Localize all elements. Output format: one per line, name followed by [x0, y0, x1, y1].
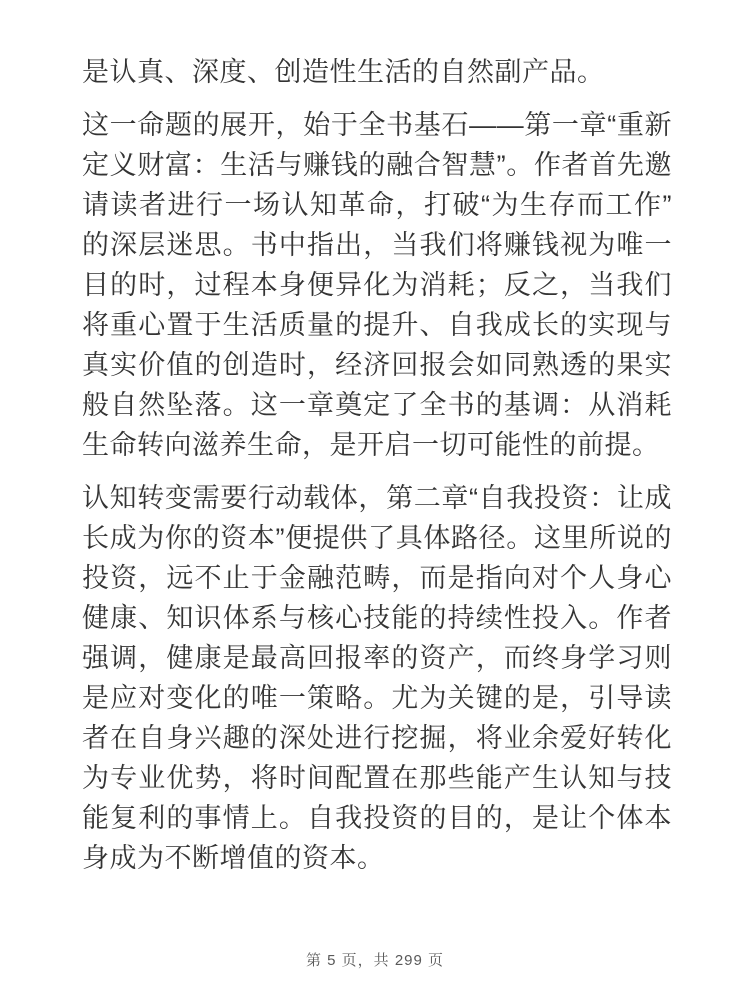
paragraph: 认知转变需要行动载体，第二章“自我投资：让成长成为你的资本”便提供了具体路径。这里所说的投资，远不止于金融范畴，而是指向对个人身心健康、知识体系与核心技能的持续性投入。作者强调，健康是最高回报率的资产，而终身学习则是应对变化的唯一策略。尤为关键的是，引导读者在自身兴趣的深处进行挖掘，将业余爱好转化为专业优势，将时间配置在那些能产生认知与技能复利的事情上。自我投资的目的，是让个体本身成为不断增值的资本。 [82, 483, 672, 873]
page-indicator: 第 5 页，共 299 页 [305, 952, 445, 969]
page-body-text [82, 52, 672, 891]
paragraph: 这一命题的展开，始于全书基石——第一章“重新定义财富：生活与赚钱的融合智慧”。作者首先邀请读者进行一场认知革命，打破“为生存而工作”的深层迷思。书中指出，当我们将赚钱视为唯一目的时，过程本身便异化为消耗；反之，当我们将重心置于生活质量的提升、自我成长的实现与真实价值的创造时，经济回报会如同熟透的果实般自然坠落。这一章奠定了全书的基调：从消耗生命转向滋养生命，是开启一切可能性的前提。 [82, 110, 672, 460]
paragraph: 是认真、深度、创造性生活的自然副产品。 [82, 57, 605, 87]
